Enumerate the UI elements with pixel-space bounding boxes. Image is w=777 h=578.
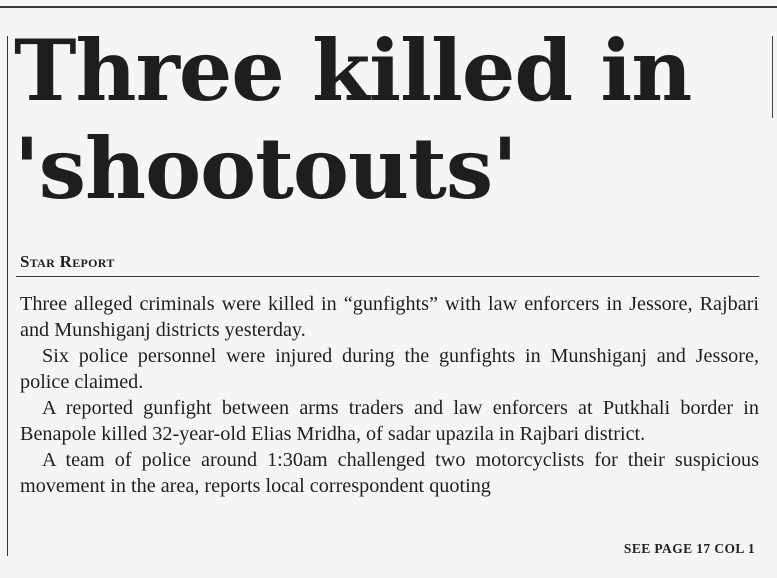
right-column-rule — [772, 36, 773, 118]
headline: Three killed in 'shootouts' — [14, 21, 692, 218]
paragraph: Three alleged criminals were killed in “gunfights” with law enforcers in Jessore, Rajbari and Munshiganj districts yesterday. — [20, 293, 759, 341]
paragraph: A team of police around 1:30am challenged two motorcyclists for their suspicious movement in the area, reports local correspondent quoting — [20, 449, 759, 497]
paragraph: Six police personnel were injured during the gunfights in Munshiganj and Jessore, police claimed. — [20, 345, 759, 393]
top-rule — [0, 6, 777, 8]
byline-rule — [16, 276, 759, 277]
byline: Star Report — [20, 252, 115, 271]
paragraph: A reported gunfight between arms traders and law enforcers at Putkhali border in Benapole killed 32-year-old Elias Mridha, of sadar upazila in Rajbari district. — [20, 397, 759, 445]
continuation-jump[interactable]: SEE PAGE 17 COL 1 — [623, 541, 755, 556]
article-body — [20, 291, 759, 499]
left-column-rule — [7, 36, 8, 556]
